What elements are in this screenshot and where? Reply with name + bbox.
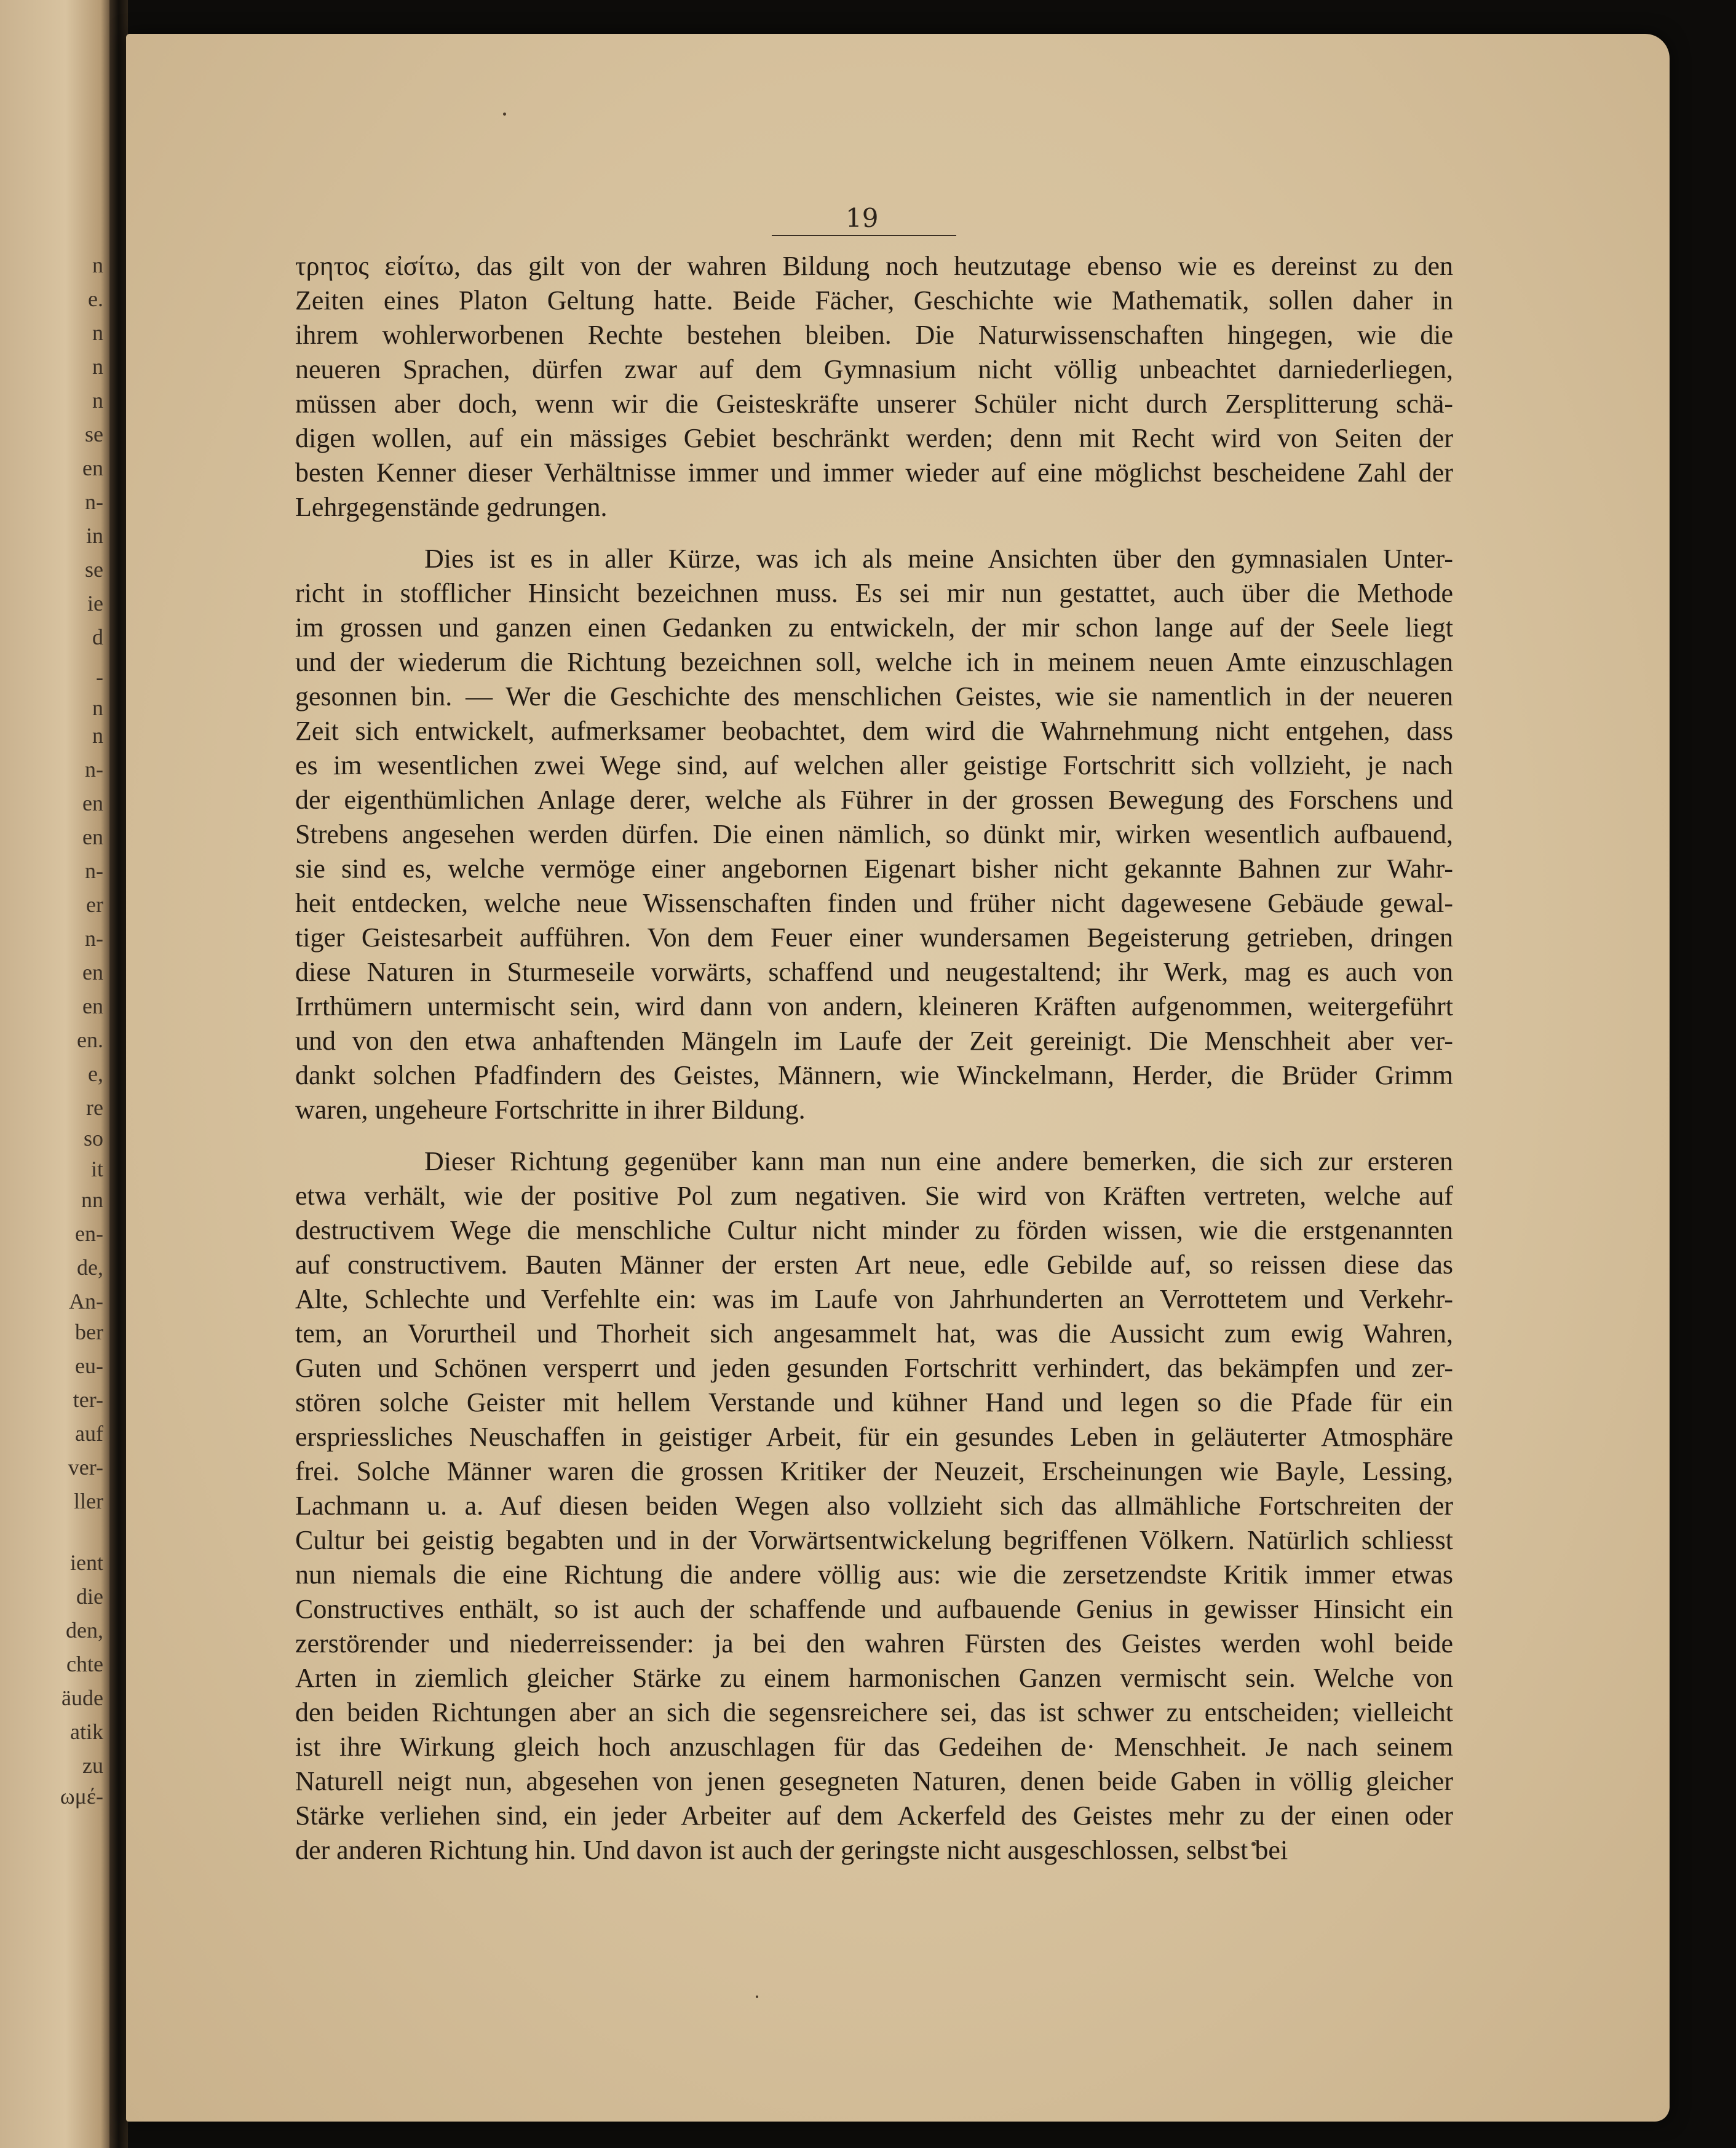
left-page-fragment: it xyxy=(90,1157,103,1181)
left-page-fragment: en xyxy=(82,825,103,849)
left-page-fragment: e, xyxy=(88,1061,103,1086)
left-page-fragment: re xyxy=(86,1095,103,1120)
text-line: Alte, Schlechte und Verfehlte ein: was im Laufe von Jahrhunderten an Verrottetem und Verkehr- xyxy=(295,1284,1453,1314)
left-page-fragment: en- xyxy=(75,1221,103,1246)
left-page-fragment: nn xyxy=(81,1187,103,1212)
text-line: Irrthümern untermischt sein, wird dann von andern, kleineren Kräften aufgenommen, weitergeführt xyxy=(295,991,1453,1021)
text-line: sie sind es, welche vermöge einer angebornen Eigenart bisher nicht gekannte Bahnen zur Wahr- xyxy=(295,854,1453,884)
text-line: nun niemals die eine Richtung die andere völlig aus: wie die zersetzendste Kritik immer etwas xyxy=(295,1559,1453,1590)
text-line: etwa verhält, wie der positive Pol zum negativen. Sie wird von Kräften vertreten, welche auf xyxy=(295,1181,1453,1211)
text-line: gesonnen bin. — Wer die Geschichte des menschlichen Geistes, wie sie namentlich in der neueren xyxy=(295,681,1453,711)
text-line: und der wiederum die Richtung bezeichnen soll, welche ich in meinem neuen Amte einzuschlagen xyxy=(295,647,1453,677)
left-page-fragment: n xyxy=(92,696,103,720)
text-line: Constructives enthält, so ist auch der schaffende und aufbauende Genius in gewisser Hinsicht ein xyxy=(295,1594,1453,1624)
text-line: waren, ungeheure Fortschritte in ihrer Bildung. xyxy=(295,1095,806,1125)
left-page-fragment: n- xyxy=(85,858,103,883)
left-page-fragment: de, xyxy=(77,1255,103,1280)
paragraph-gap xyxy=(295,1127,1453,1144)
left-page-fragment: e. xyxy=(88,287,103,311)
text-line: müssen aber doch, wenn wir die Geisteskräfte unserer Schüler nicht durch Zersplitterung schä- xyxy=(295,389,1453,419)
left-page-fragment: auf xyxy=(75,1421,103,1446)
left-page-fragment: ter- xyxy=(73,1387,103,1412)
page-number: 19 xyxy=(846,203,879,233)
left-page-fragment: en xyxy=(82,791,103,815)
text-line: Strebens angesehen werden dürfen. Die einen nämlich, so dünkt mir, wirken wesentlich aufbauend, xyxy=(295,819,1453,849)
paragraph xyxy=(295,249,1453,525)
left-page-fragment: - xyxy=(96,665,103,689)
text-line: und von den etwa anhaftenden Mängeln im Laufe der Zeit gereinigt. Die Menschheit aber ver- xyxy=(295,1026,1453,1056)
text-line: tem, an Vorurtheil und Thorheit sich angesammelt hat, was die Aussicht zum ewig Wahren, xyxy=(295,1318,1453,1349)
paragraph xyxy=(295,1144,1453,1868)
left-page-fragment: en xyxy=(82,994,103,1018)
left-page-fragment: An- xyxy=(69,1289,103,1314)
text-line: Dieser Richtung gegenüber kann man nun eine andere bemerken, die sich zur ersteren xyxy=(424,1146,1453,1176)
print-speck xyxy=(503,113,506,116)
text-line: zerstörender und niederreissender: ja bei den wahren Fürsten des Geistes werden wohl beide xyxy=(295,1628,1453,1659)
left-page-fragment: äude xyxy=(61,1686,103,1710)
text-line: erspriessliches Neuschaffen in geistiger Arbeit, für ein gesundes Leben in geläuterter Atmosphäre xyxy=(295,1422,1453,1452)
text-line: neueren Sprachen, dürfen zwar auf dem Gymnasium nicht völlig unbeachtet darniederliegen, xyxy=(295,354,1453,384)
left-page-fragment: zu xyxy=(82,1753,103,1778)
left-page-edge xyxy=(0,0,109,2148)
text-line: Naturell neigt nun, abgesehen von jenen gesegneten Naturen, denen beide Gaben in völlig gleicher xyxy=(295,1766,1453,1796)
text-line: Guten und Schönen versperrt und jeden gesunden Fortschritt verhindert, das bekämpfen und zer- xyxy=(295,1353,1453,1383)
text-line: Dies ist es in aller Kürze, was ich als meine Ansichten über den gymnasialen Unter- xyxy=(424,544,1453,574)
left-page-fragment: en xyxy=(82,960,103,985)
left-page-fragment: en. xyxy=(77,1028,103,1052)
text-line: richt in stofflicher Hinsicht bezeichnen muss. Es sei mir nun gestattet, auch über die Methode xyxy=(295,578,1453,608)
book-gutter xyxy=(109,0,128,2148)
left-page-fragment: se xyxy=(85,422,103,446)
body-text xyxy=(295,249,1453,1868)
text-line: diese Naturen in Sturmeseile vorwärts, schaffend und neugestaltend; ihr Werk, mag es auch von xyxy=(295,957,1453,987)
text-line: der eigenthümlichen Anlage derer, welche als Führer in der grossen Bewegung des Forschens und xyxy=(295,785,1453,815)
left-page-fragment: ient xyxy=(70,1550,103,1575)
left-page-fragment: n xyxy=(92,253,103,277)
left-page-fragment: die xyxy=(76,1584,103,1609)
text-line: ist ihre Wirkung gleich hoch anzuschlagen für das Gedeihen de· Menschheit. Je nach seinem xyxy=(295,1732,1453,1762)
text-line: Cultur bei geistig begabten und in der Vorwärtsentwickelung begriffenen Völkern. Natürlich schliesst xyxy=(295,1525,1453,1555)
left-page-fragment: ie xyxy=(87,591,103,616)
print-speck xyxy=(756,1995,758,1998)
text-line: Lachmann u. a. Auf diesen beiden Wegen also vollzieht sich das allmähliche Fortschreiten der xyxy=(295,1491,1453,1521)
left-page-fragment: atik xyxy=(70,1719,103,1744)
left-page-fragment: ller xyxy=(74,1489,103,1513)
text-line: frei. Solche Männer waren die grossen Kritiker der Neuzeit, Erscheinungen wie Bayle, Lessing, xyxy=(295,1456,1453,1486)
left-page-fragment: in xyxy=(85,523,103,548)
left-page-fragment: ver- xyxy=(68,1455,103,1480)
left-page-fragment: den, xyxy=(66,1618,103,1643)
paragraph-gap xyxy=(295,525,1453,542)
text-line: der anderen Richtung hin. Und davon ist auch der geringste nicht ausgeschlossen, selbst bei xyxy=(295,1835,1288,1865)
left-page-fragment: n xyxy=(92,388,103,413)
text-line: dankt solchen Pfadfindern des Geistes, Männern, wie Winckelmann, Herder, die Brüder Grimm xyxy=(295,1060,1453,1090)
left-page-fragment: n- xyxy=(85,757,103,782)
left-page-fragment: n- xyxy=(85,489,103,514)
text-line: heit entdecken, welche neue Wissenschaften finden und früher nicht dagewesene Gebäude gewal- xyxy=(295,888,1453,918)
text-line: Zeit sich entwickelt, aufmerksamer beobachtet, dem wird die Wahrnehmung nicht entgehen, dass xyxy=(295,716,1453,746)
text-line: besten Kenner dieser Verhältnisse immer und immer wieder auf eine möglichst bescheidene Zahl der xyxy=(295,458,1453,488)
header-rule xyxy=(772,235,956,236)
left-page-fragment: n xyxy=(92,354,103,379)
left-page-fragment: ber xyxy=(75,1320,103,1344)
left-page-fragment: so xyxy=(83,1126,103,1151)
left-page-fragment: se xyxy=(85,557,103,582)
text-line: auf constructivem. Bauten Männer der ersten Art neue, edle Gebilde auf, so reissen diese das xyxy=(295,1250,1453,1280)
left-page-fragment: n xyxy=(92,723,103,748)
text-line: destructivem Wege die menschliche Cultur nicht minder zu förden wissen, wie die erstgenannten xyxy=(295,1215,1453,1245)
left-page-fragment: er xyxy=(86,892,103,917)
text-line: Zeiten eines Platon Geltung hatte. Beide Fächer, Geschichte wie Mathematik, sollen daher in xyxy=(295,285,1453,315)
left-page-fragment: eu- xyxy=(75,1353,103,1378)
text-line: stören solche Geister mit hellem Verstande und kühner Hand und legen so die Pfade für ein xyxy=(295,1387,1453,1417)
text-line: ihrem wohlerworbenen Rechte bestehen bleiben. Die Naturwissenschaften hingegen, wie die xyxy=(295,320,1453,350)
left-page-fragment: en xyxy=(82,456,103,480)
left-page-fragment: n- xyxy=(85,926,103,951)
left-page-fragment: ωμέ- xyxy=(60,1784,103,1809)
text-line: τρητος εἰσίτω, das gilt von der wahren Bildung noch heutzutage ebenso wie es dereinst zu den xyxy=(295,251,1453,281)
left-page-fragment: n xyxy=(92,320,103,345)
text-line: es im wesentlichen zwei Wege sind, auf welchen aller geistige Fortschritt sich vollzieht, je nach xyxy=(295,750,1453,780)
text-line: im grossen und ganzen einen Gedanken zu entwickeln, der mir schon lange auf der Seele liegt xyxy=(295,612,1453,643)
text-line: Lehrgegenstände gedrungen. xyxy=(295,492,608,522)
paragraph xyxy=(295,542,1453,1127)
text-line: digen wollen, auf ein mässiges Gebiet beschränkt werden; denn mit Recht wird von Seiten der xyxy=(295,423,1453,453)
text-line: Arten in ziemlich gleicher Stärke zu einem harmonischen Ganzen vermischt sein. Welche von xyxy=(295,1663,1453,1693)
text-line: Stärke verliehen sind, ein jeder Arbeiter auf dem Ackerfeld des Geistes mehr zu der einen oder xyxy=(295,1801,1453,1831)
left-page-fragment: d xyxy=(92,625,103,649)
left-page-fragment: chte xyxy=(66,1652,103,1676)
text-line: tiger Geistesarbeit aufführen. Von dem Feuer einer wundersamen Begeisterung getrieben, dringen xyxy=(295,922,1453,953)
text-line: den beiden Richtungen aber an sich die segensreichere sei, das ist schwer zu entscheiden; vielleicht xyxy=(295,1697,1453,1727)
